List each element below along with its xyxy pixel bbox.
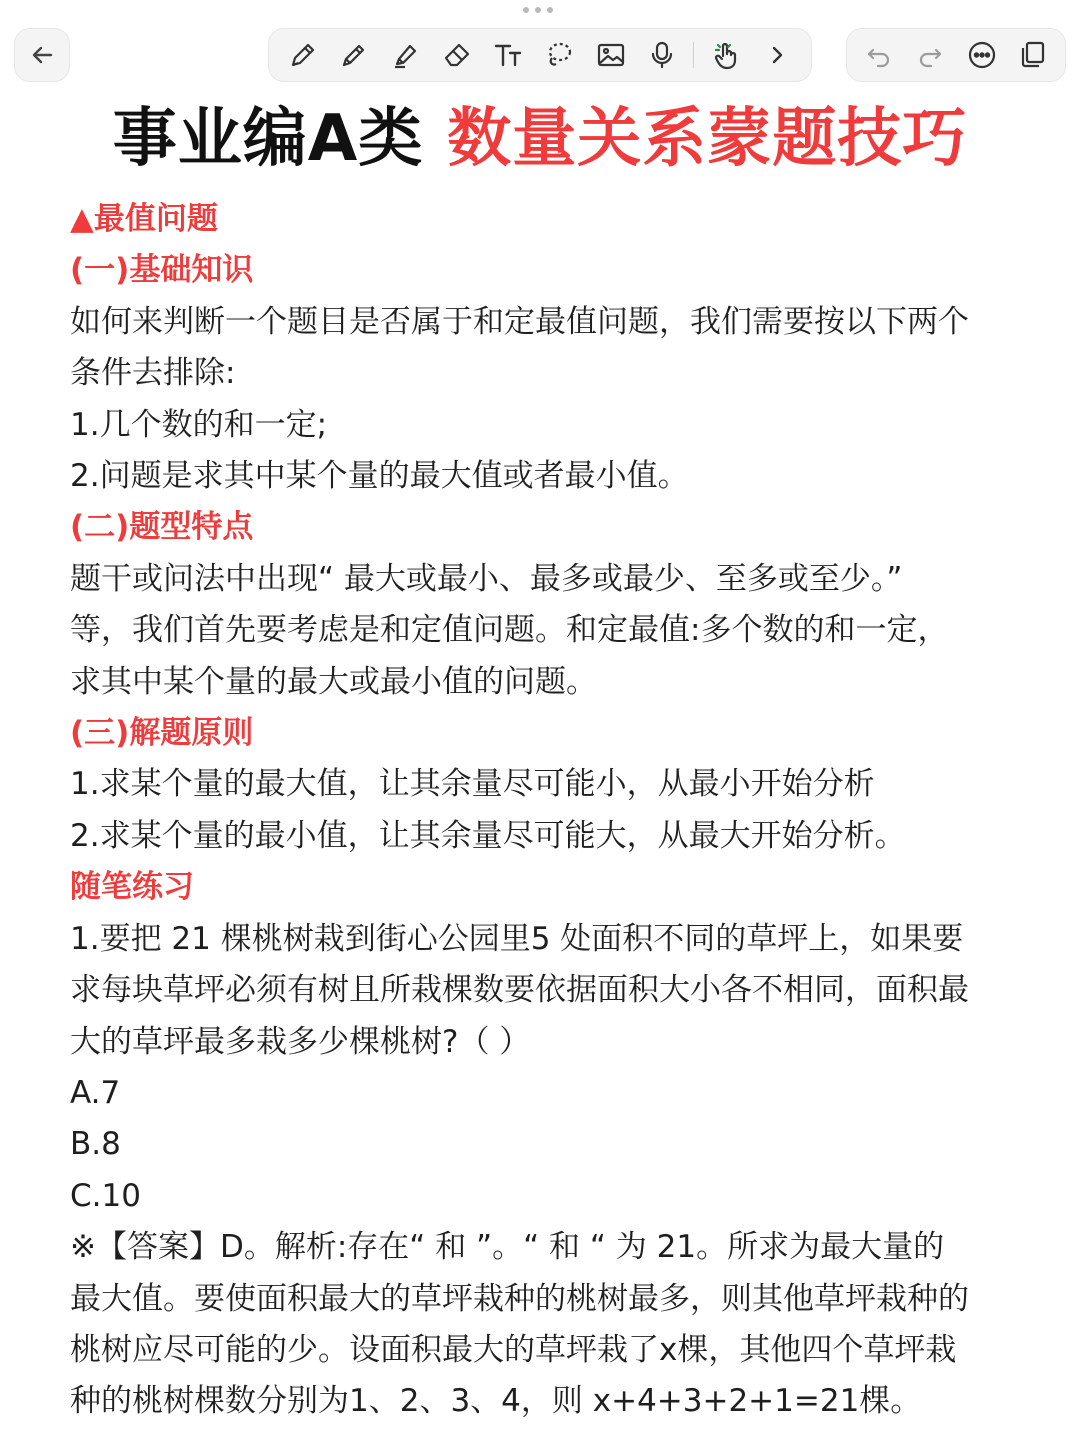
undo-icon[interactable] (859, 35, 899, 75)
back-button[interactable] (14, 28, 70, 82)
image-icon[interactable] (591, 35, 631, 75)
body-line: 大的草坪最多栽多少棵桃树?（ ） (70, 1023, 531, 1060)
chevron-right-icon[interactable] (757, 35, 797, 75)
back-arrow-icon (22, 35, 62, 75)
body-line: 等，我们首先要考虑是和定值问题。和定最值:多个数的和一定， (70, 612, 949, 649)
pen-icon[interactable] (283, 35, 323, 75)
body-line: B.8 (70, 1126, 121, 1163)
body-line: ※【答案】D。解析:存在“ 和 ”。“ 和 “ 为 21。所求为最大量的 (70, 1229, 945, 1266)
section-heading: 随笔练习 (70, 869, 194, 906)
toolbar-separator (693, 42, 694, 68)
body-line: 种的桃树棵数分别为1、2、3、4，则 x+4+3+2+1=21棵。 (70, 1383, 922, 1420)
body-line: 题干或问法中出现“ 最大或最小、最多或最少、至多或至少。” (70, 560, 903, 597)
body-line: 如何来判断一个题目是否属于和定最值问题，我们需要按以下两个 (70, 303, 969, 340)
history-toolbar (846, 28, 1066, 82)
window-grabber[interactable] (523, 7, 553, 13)
title-black: 事业编A类 (112, 102, 424, 176)
page-title (0, 96, 1080, 182)
body-line: 条件去排除: (70, 355, 236, 392)
note-content (70, 194, 1020, 1428)
touch-hand-icon[interactable] (706, 35, 746, 75)
drawing-toolbar (268, 28, 812, 82)
more-icon[interactable] (962, 35, 1002, 75)
body-line: 桃树应尽可能的少。设面积最大的草坪栽了x棵，其他四个草坪栽 (70, 1331, 957, 1368)
body-line: 1.要把 21 棵桃树栽到街心公园里5 处面积不同的草坪上，如果要 (70, 920, 964, 957)
body-line: 求其中某个量的最大或最小值的问题。 (70, 663, 597, 700)
body-line: 最大值。要使面积最大的草坪栽种的桃树最多，则其他草坪栽种的 (70, 1280, 969, 1317)
title-red: 数量关系蒙题技巧 (447, 102, 968, 176)
body-line: 求每块草坪必须有树且所栽棵数要依据面积大小各不相同，面积最 (70, 972, 969, 1009)
highlighter-icon[interactable] (386, 35, 426, 75)
section-heading: (三)解题原则 (70, 715, 254, 752)
body-line: 1.几个数的和一定; (70, 406, 328, 443)
redo-icon[interactable] (910, 35, 950, 75)
text-tool-icon[interactable] (488, 35, 528, 75)
section-heading: (一)基础知识 (70, 252, 254, 289)
body-line: 2.求某个量的最小值，让其余量尽可能大，从最大开始分析。 (70, 817, 906, 854)
lasso-icon[interactable] (539, 35, 579, 75)
body-line: 2.问题是求其中某个量的最大值或者最小值。 (70, 458, 689, 495)
pencil-icon[interactable] (334, 35, 374, 75)
body-line: A.7 (70, 1074, 121, 1111)
pages-icon[interactable] (1013, 35, 1053, 75)
body-line: 1.求某个量的最大值，让其余量尽可能小，从最小开始分析 (70, 766, 875, 803)
microphone-icon[interactable] (642, 35, 682, 75)
body-line: C.10 (70, 1177, 141, 1214)
eraser-icon[interactable] (437, 35, 477, 75)
section-heading: ▲最值问题 (70, 201, 218, 237)
section-heading: (二)题型特点 (70, 509, 254, 546)
